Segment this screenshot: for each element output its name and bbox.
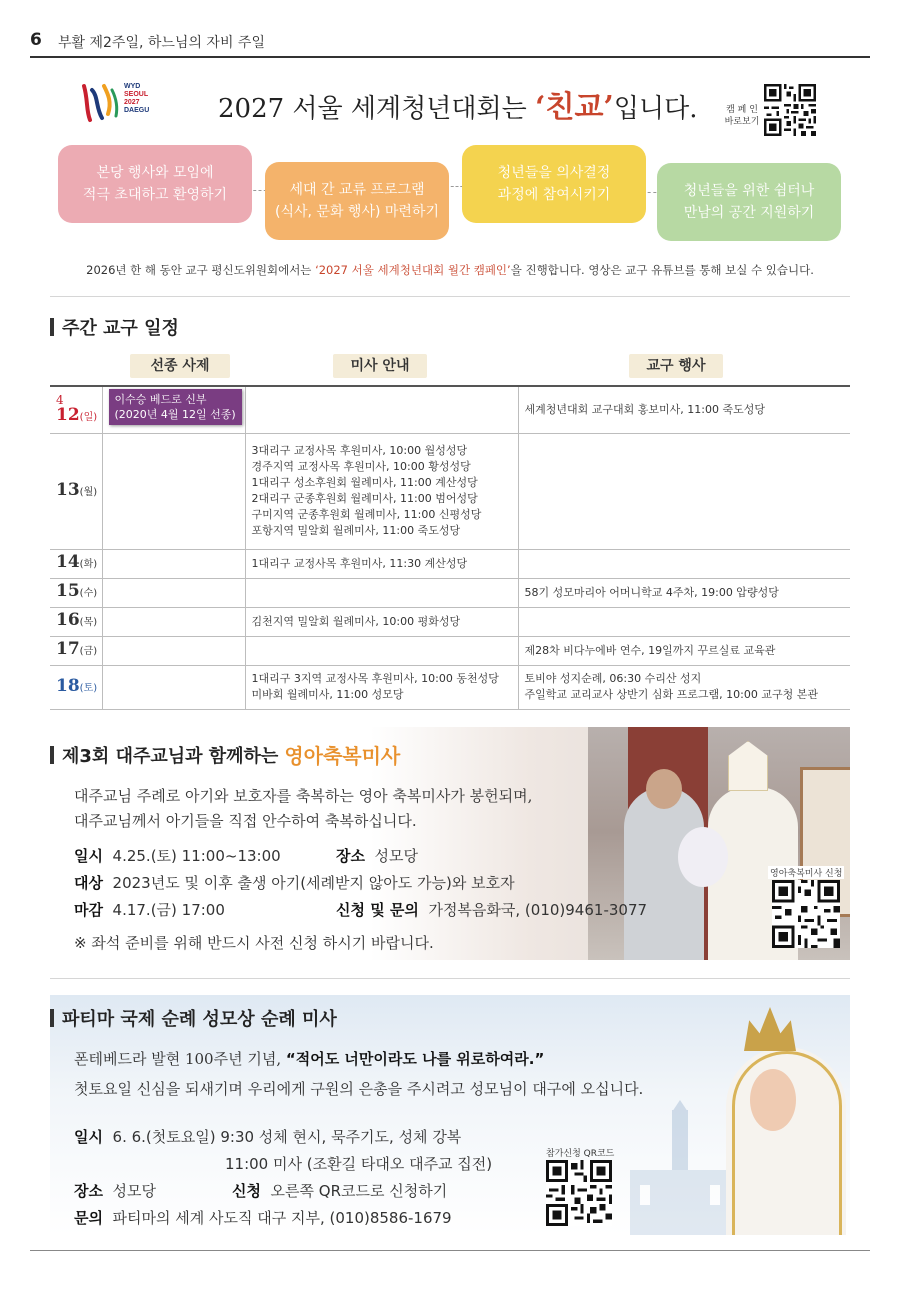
mass-cell: 1대리구 교정사목 후원미사, 11:30 계산성당 (245, 549, 518, 578)
clergy-cell (102, 578, 245, 607)
campaign-box-invite: 본당 행사와 모임에 적극 초대하고 환영하기 (58, 145, 252, 223)
day-cell: 18(토) (50, 665, 102, 709)
table-row (50, 549, 850, 578)
event-cell: 토비야 성지순례, 06:30 수리산 성지 주일학교 교리교사 상반기 심화 프로그램, 10:00 교구청 본관 (518, 665, 850, 709)
event-cell: 세계청년대회 교구대회 홍보미사, 11:00 죽도성당 (518, 386, 850, 433)
wyd-logo-text: WYD SEOUL 2027 DAEGU (124, 83, 150, 114)
event-cell: 58기 성모마리아 어머니학교 4주차, 19:00 압량성당 (518, 578, 850, 607)
blessing-qr-label: 영아축복미사 신청 (768, 866, 844, 879)
blessing-target-line: 대상 2023년도 및 이후 출생 아기(세례받지 않아도 가능)와 보호자 (74, 874, 515, 892)
table-row (50, 636, 850, 665)
mass-cell: 1대리구 3지역 교정사목 후원미사, 10:00 동천성당 미바회 월례미사, 11:00 성모당 (245, 665, 518, 709)
clergy-memorial-badge: 이수승 베드로 신부 (2020년 4월 12일 선종) (109, 389, 242, 425)
weekly-schedule-table (50, 385, 850, 710)
page-number: 6 (30, 30, 42, 50)
event-cell (518, 607, 850, 636)
clergy-cell (102, 665, 245, 709)
blessing-description-2: 대주교님께서 아기들을 직접 안수하여 축복하십니다. (74, 812, 417, 830)
wyd-qr-label: 캠 페 인 바로보기 (724, 105, 760, 127)
day-cell: 4 12(일) (50, 386, 102, 433)
campaign-note: 2026년 한 해 동안 교구 평신도위원회에서는 ‘2027 서울 세계청년대회 월간 캠페인’을 진행합니다. 영상은 교구 유튜브를 통해 보실 수 있습니다. (86, 263, 814, 277)
section-marker (50, 1009, 54, 1027)
qr-code-icon (772, 880, 840, 948)
event-cell: 제28차 비다누에바 연수, 19일까지 꾸르실료 교육관 (518, 636, 850, 665)
page-subtitle: 부활 제2주일, 하느님의 자비 주일 (58, 35, 265, 51)
day-cell: 13(월) (50, 433, 102, 549)
fatima-place-line: 장소 성모당 (74, 1182, 157, 1200)
qr-code-icon (546, 1160, 612, 1226)
page-header (30, 28, 870, 58)
fatima-description-2: 첫토요일 신심을 되새기며 우리에게 구원의 은총을 주시려고 성모님이 대구에 오십니다. (74, 1080, 644, 1098)
blessing-description-1: 대주교님 주례로 아기와 보호자를 축복하는 영아 축복미사가 봉헌되며, (74, 787, 533, 805)
schedule-section-title: 주간 교구 일정 (50, 314, 179, 340)
section-marker (50, 318, 54, 336)
blessing-signup-qr-code[interactable] (772, 880, 840, 948)
section-divider (50, 978, 850, 979)
wyd-title-highlight: ‘친교’ (535, 90, 614, 125)
clergy-cell (102, 549, 245, 578)
event-cell (518, 433, 850, 549)
fatima-statue-image (720, 995, 850, 1235)
campaign-box-intergenerational: 세대 간 교류 프로그램 (식사, 문화 행사) 마련하기 (265, 162, 449, 240)
column-header-mass: 미사 안내 (333, 354, 427, 378)
page-footer-rule (30, 1250, 870, 1251)
fatima-description-1: 폰테베드라 발현 100주년 기념, “적어도 너만이라도 나를 위로하여라.” (74, 1050, 545, 1068)
table-row (50, 386, 850, 433)
day-cell: 16(목) (50, 607, 102, 636)
clergy-cell (102, 607, 245, 636)
fatima-date-line-2: 11:00 미사 (조환길 타대오 대주교 집전) (225, 1155, 493, 1173)
day-cell: 17(금) (50, 636, 102, 665)
fatima-section-title: 파티마 국제 순례 성모상 순례 미사 (50, 1005, 337, 1031)
table-row (50, 578, 850, 607)
wyd-title: 2027 서울 세계청년대회는 ‘친교’입니다. (218, 90, 698, 125)
table-row (50, 433, 850, 549)
wyd-campaign-qr-code[interactable] (764, 84, 816, 136)
fatima-qr-label: 참가신청 QR코드 (546, 1149, 615, 1159)
wyd-emblem-icon (78, 80, 122, 124)
mass-cell (245, 636, 518, 665)
fatima-signup-qr-code[interactable] (546, 1160, 612, 1226)
day-cell: 15(수) (50, 578, 102, 607)
mass-cell: 김천지역 밀알회 월례미사, 10:00 평화성당 (245, 607, 518, 636)
campaign-box-decision-making: 청년들을 의사결정 과정에 참여시키기 (462, 145, 646, 223)
mass-cell: 3대리구 교정사목 후원미사, 10:00 월성성당 경주지역 교정사목 후원미사, 10:00 황성성당 1대리구 성소후원회 월례미사, 11:00 계산성당 2대리구 군종후원회 월례미사, 11:00 범어성당 구미지역 군종후원회 월례미사, 11:00 신평성당 포항지역 밀알회 월례미사, 11:00 죽도성당 (245, 433, 518, 549)
column-header-clergy: 선종 사제 (130, 354, 230, 378)
clergy-cell (102, 636, 245, 665)
clergy-cell (102, 386, 245, 433)
qr-code-icon (764, 84, 816, 136)
section-divider (50, 296, 850, 297)
blessing-notice: ※ 좌석 준비를 위해 반드시 사전 신청 하시기 바랍니다. (74, 934, 434, 952)
wyd-logo (78, 80, 168, 124)
column-header-events: 교구 행사 (629, 354, 723, 378)
blessing-deadline-line: 마감 4.17.(금) 17:00 신청 및 문의 가정복음화국, (010)9461-3077 (74, 901, 648, 919)
blessing-date-line: 일시 4.25.(토) 11:00~13:00 장소 성모당 (74, 847, 419, 865)
day-cell: 14(화) (50, 549, 102, 578)
fatima-apply-line: 신청 오른쪽 QR코드로 신청하기 (232, 1182, 448, 1200)
mass-cell (245, 578, 518, 607)
fatima-date-line-1: 일시 6. 6.(첫토요일) 9:30 성체 현시, 묵주기도, 성체 강복 (74, 1128, 462, 1146)
mass-cell (245, 386, 518, 433)
section-marker (50, 746, 54, 764)
table-row (50, 607, 850, 636)
table-row (50, 665, 850, 709)
event-cell (518, 549, 850, 578)
blessing-title-highlight: 영아축복미사 (284, 744, 401, 768)
campaign-box-youth-space: 청년들을 위한 쉼터나 만남의 공간 지원하기 (657, 163, 841, 241)
clergy-cell (102, 433, 245, 549)
fatima-contact-line: 문의 파티마의 세계 사도직 대구 지부, (010)8586-1679 (74, 1209, 452, 1227)
blessing-section-title: 제3회 대주교님과 함께하는 영아축복미사 (50, 740, 400, 769)
